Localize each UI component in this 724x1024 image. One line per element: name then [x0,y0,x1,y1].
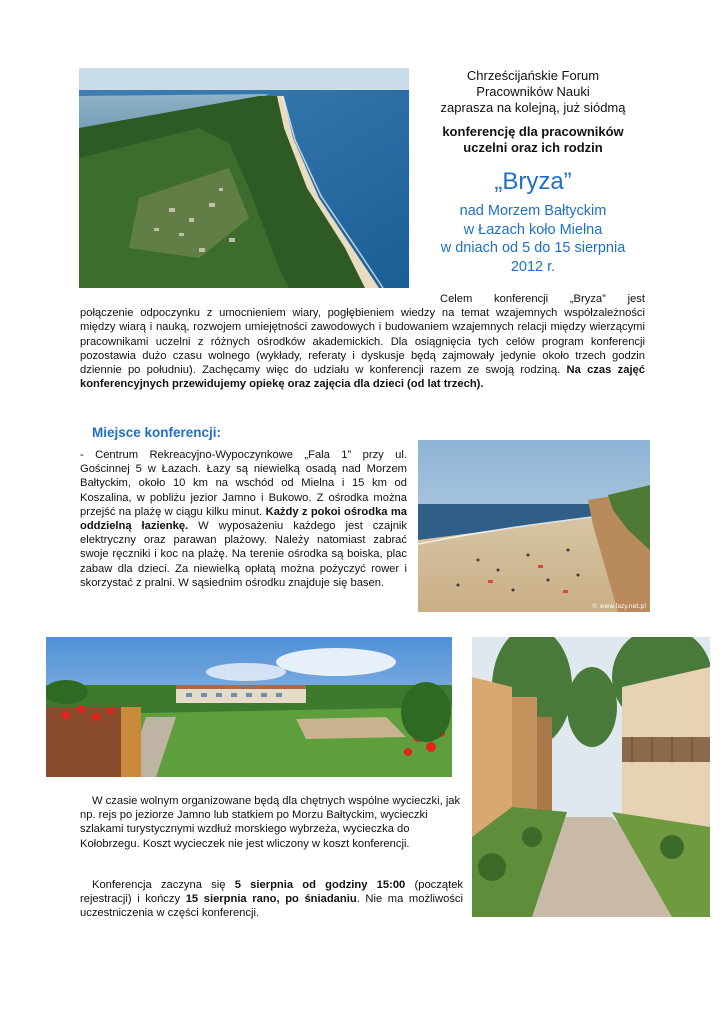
venue-text-1: - Centrum Rekreacyjno-Wypoczynkowe „Fala 1” przy ul. Gościnnej 5 w Łazach. Łazy są niewielką osadą nad Morzem Bałtyckim, około 10 km na wschód od Mielna i 15 km od Koszalina, w pobliżu jezior Jamno i Bukowo. Z ośrodka można przejść na plażę w ciągu kilku minut. [80,449,407,518]
photo-watermark: © www.lazy.net.pl [591,603,646,610]
organizer-line-2: Pracowników Nauki [476,84,590,99]
schedule-paragraph [80,878,463,921]
venue-bold: Każdy z pokoi ośrodka ma oddzielną łazienkę. [80,505,408,533]
schedule-text-3: . Nie ma możliwości uczestniczenia w części konferencji. [80,893,463,920]
conference-for-line-1: konferencję dla pracowników [442,124,624,139]
location-line-2: w Łazach koło Mielna [463,221,603,238]
aerial-coast-photo [79,68,409,288]
location-line-1: nad Morzem Bałtyckim [459,203,607,219]
schedule-start: 5 sierpnia od godziny 15:00 [234,879,406,891]
purpose-lead: Celem konferencji „Bryza” jest [440,293,645,305]
cottages-photo [472,637,710,917]
conference-for-line-2: uczelni oraz ich rodzin [463,140,603,155]
venue-heading: Miejsce konferencji: [92,425,222,440]
beach-photo [418,440,650,612]
schedule-end: 15 sierpnia rano, po śniadaniu [185,893,357,906]
trips-paragraph: W czasie wolnym organizowane będą dla chętnych wspólne wycieczki, jak np. rejs po jeziorze Jamno lub statkiem po Morzu Bałtyckim, wycieczki szlakami turystycznymi wzdłuż morskiego wybrzeża, wycieczka do Kołobrzegu. Koszt wycieczek nie jest wliczony w koszt konferencji. [80,795,461,850]
conference-title: „Bryza” [494,168,572,195]
purpose-paragraph [80,292,645,391]
organizer-line-1: Chrześcijańskie Forum [466,68,600,83]
resort-panorama-photo [46,637,452,777]
invitation-line: zaprasza na kolejną, już siódmą [440,100,626,115]
schedule-text-1: Konferencja zaczyna się [92,879,226,891]
venue-text-2: W wyposażeniu każdego jest czajnik elektryczny oraz parawan plażowy. Należy natomiast zabrać swoje ręczniki i koc na plażę. Na terenie ośrodka są boiska, plac zabaw dla dzieci. Za niewielką opłatą można pożyczyć rower i skorzystać z pralni. W sąsiednim ośrodku znajduje się basen. [80,520,407,589]
schedule-text-2: (początek rejestracji) i kończy [80,879,464,906]
dates-line: w dniach od 5 do 15 sierpnia [440,240,626,256]
venue-paragraph [80,448,407,590]
intro-block [418,68,648,276]
purpose-bold: Na czas zajęć konferencyjnych przewidujemy opiekę oraz zajęcia dla dzieci (od lat trzech). [80,364,645,391]
year-line: 2012 r. [510,258,556,275]
purpose-text: połączenie odpoczynku z umocnieniem wiary, pogłębieniem wiedzy na temat wzajemnych współzależności między wiarą i nauką, rozwojem umiejętności zawodowych i budowaniem wzajemnych relacji między wierzącymi pracownikami uczelni z różnych ośrodków akademickich. Dla osiągnięcia tych celów program konferencji pozostawia dużo czasu wolnego (wykłady, referaty i dyskusje będą zajmowały jedynie około trzech godzin dziennie po południu). Zachęcamy więc do udziału w konferencji razem ze swoją rodziną. [80,307,645,377]
